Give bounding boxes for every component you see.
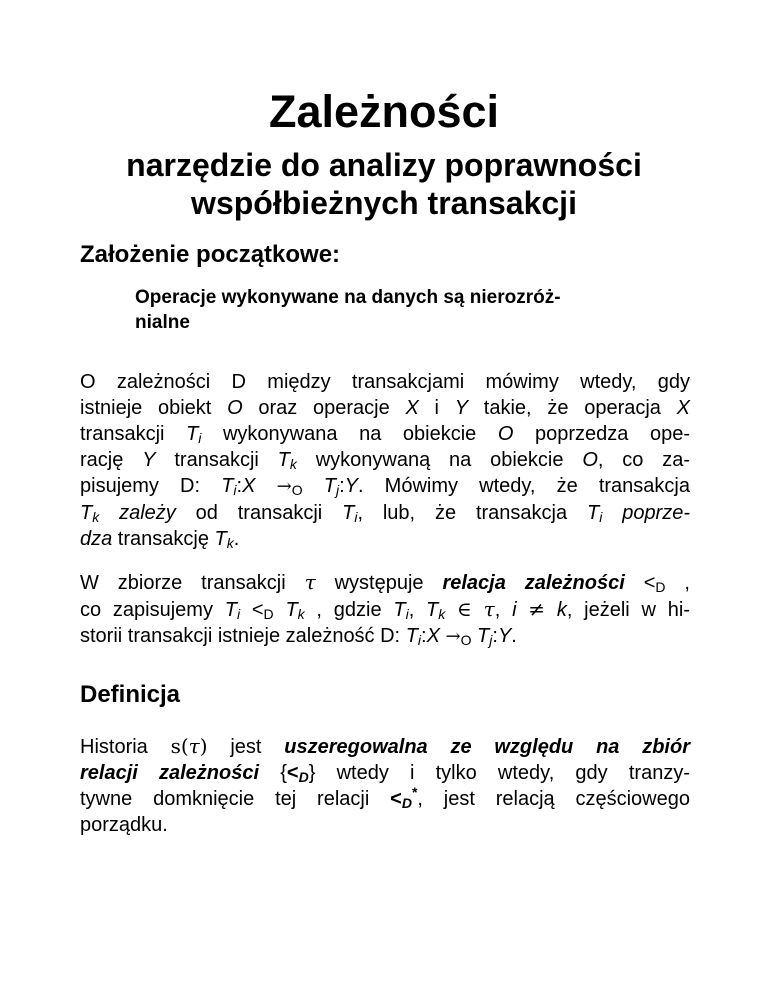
page-title: Zależności bbox=[268, 86, 500, 137]
text-line: W zbiorze transakcji τ występuje relacja zależności $<_D$ , bbox=[80, 570, 690, 595]
assumption-heading: Założenie początkowe: bbox=[80, 241, 341, 268]
text-line: storii transakcji istnieje zależność D: $T_i:X \to_O$ $T_j:Y$. bbox=[80, 625, 517, 648]
assumption-line-2: nialne bbox=[135, 312, 190, 333]
text-line: tywne domknięcie tej relacji $<_D^*$, jest relacją częściowego bbox=[80, 784, 690, 811]
text-line: co zapisujemy $T_i <_D$ $T_k$ , gdzie $T_i$, $T_k$ ∈ τ, i ≠ k, jeżeli w hi- bbox=[80, 597, 690, 622]
text-line: Historia s(τ) jest uszeregowalna ze względu na zbiór bbox=[80, 734, 690, 758]
assumption-text bbox=[135, 285, 695, 335]
text-line: O zależności D między transakcjami mówimy wtedy, gdy bbox=[80, 371, 690, 393]
text-line: dza transakcję $T_k$. bbox=[80, 528, 240, 551]
text-line: pisujemy D: $T_i:X \to_O$ $T_j:Y$. Mówimy wtedy, że transakcja bbox=[80, 475, 690, 498]
page-subtitle bbox=[60, 146, 708, 222]
definition-paragraph bbox=[80, 733, 690, 838]
assumption-line-1: Operacje wykonywane na danych są nierozróż- bbox=[135, 287, 561, 308]
dependency-paragraph bbox=[80, 369, 690, 552]
definition-heading: Definicja bbox=[80, 681, 181, 708]
subtitle-line-2: współbieżnych transakcji bbox=[191, 185, 577, 221]
text-line: relacji zależności $\{<_D\}$ wtedy i tylko wtedy, gdy tranzy- bbox=[80, 762, 690, 785]
subtitle-line-1: narzędzie do analizy poprawności bbox=[126, 147, 642, 183]
text-line: transakcji $T_i$ wykonywana na obiekcie O poprzedza ope- bbox=[80, 423, 691, 446]
text-line: $T_k$ zależy od transakcji $T_i$, lub, że transakcja $T_i$ poprze- bbox=[80, 502, 691, 525]
text-line: istnieje obiekt O oraz operacje X i Y takie, że operacja X bbox=[80, 397, 690, 419]
relation-paragraph bbox=[80, 569, 690, 650]
text-line: porządku. bbox=[80, 814, 168, 836]
text-line: rację Y transakcji $T_k$ wykonywaną na obiekcie O, co za- bbox=[80, 449, 691, 472]
